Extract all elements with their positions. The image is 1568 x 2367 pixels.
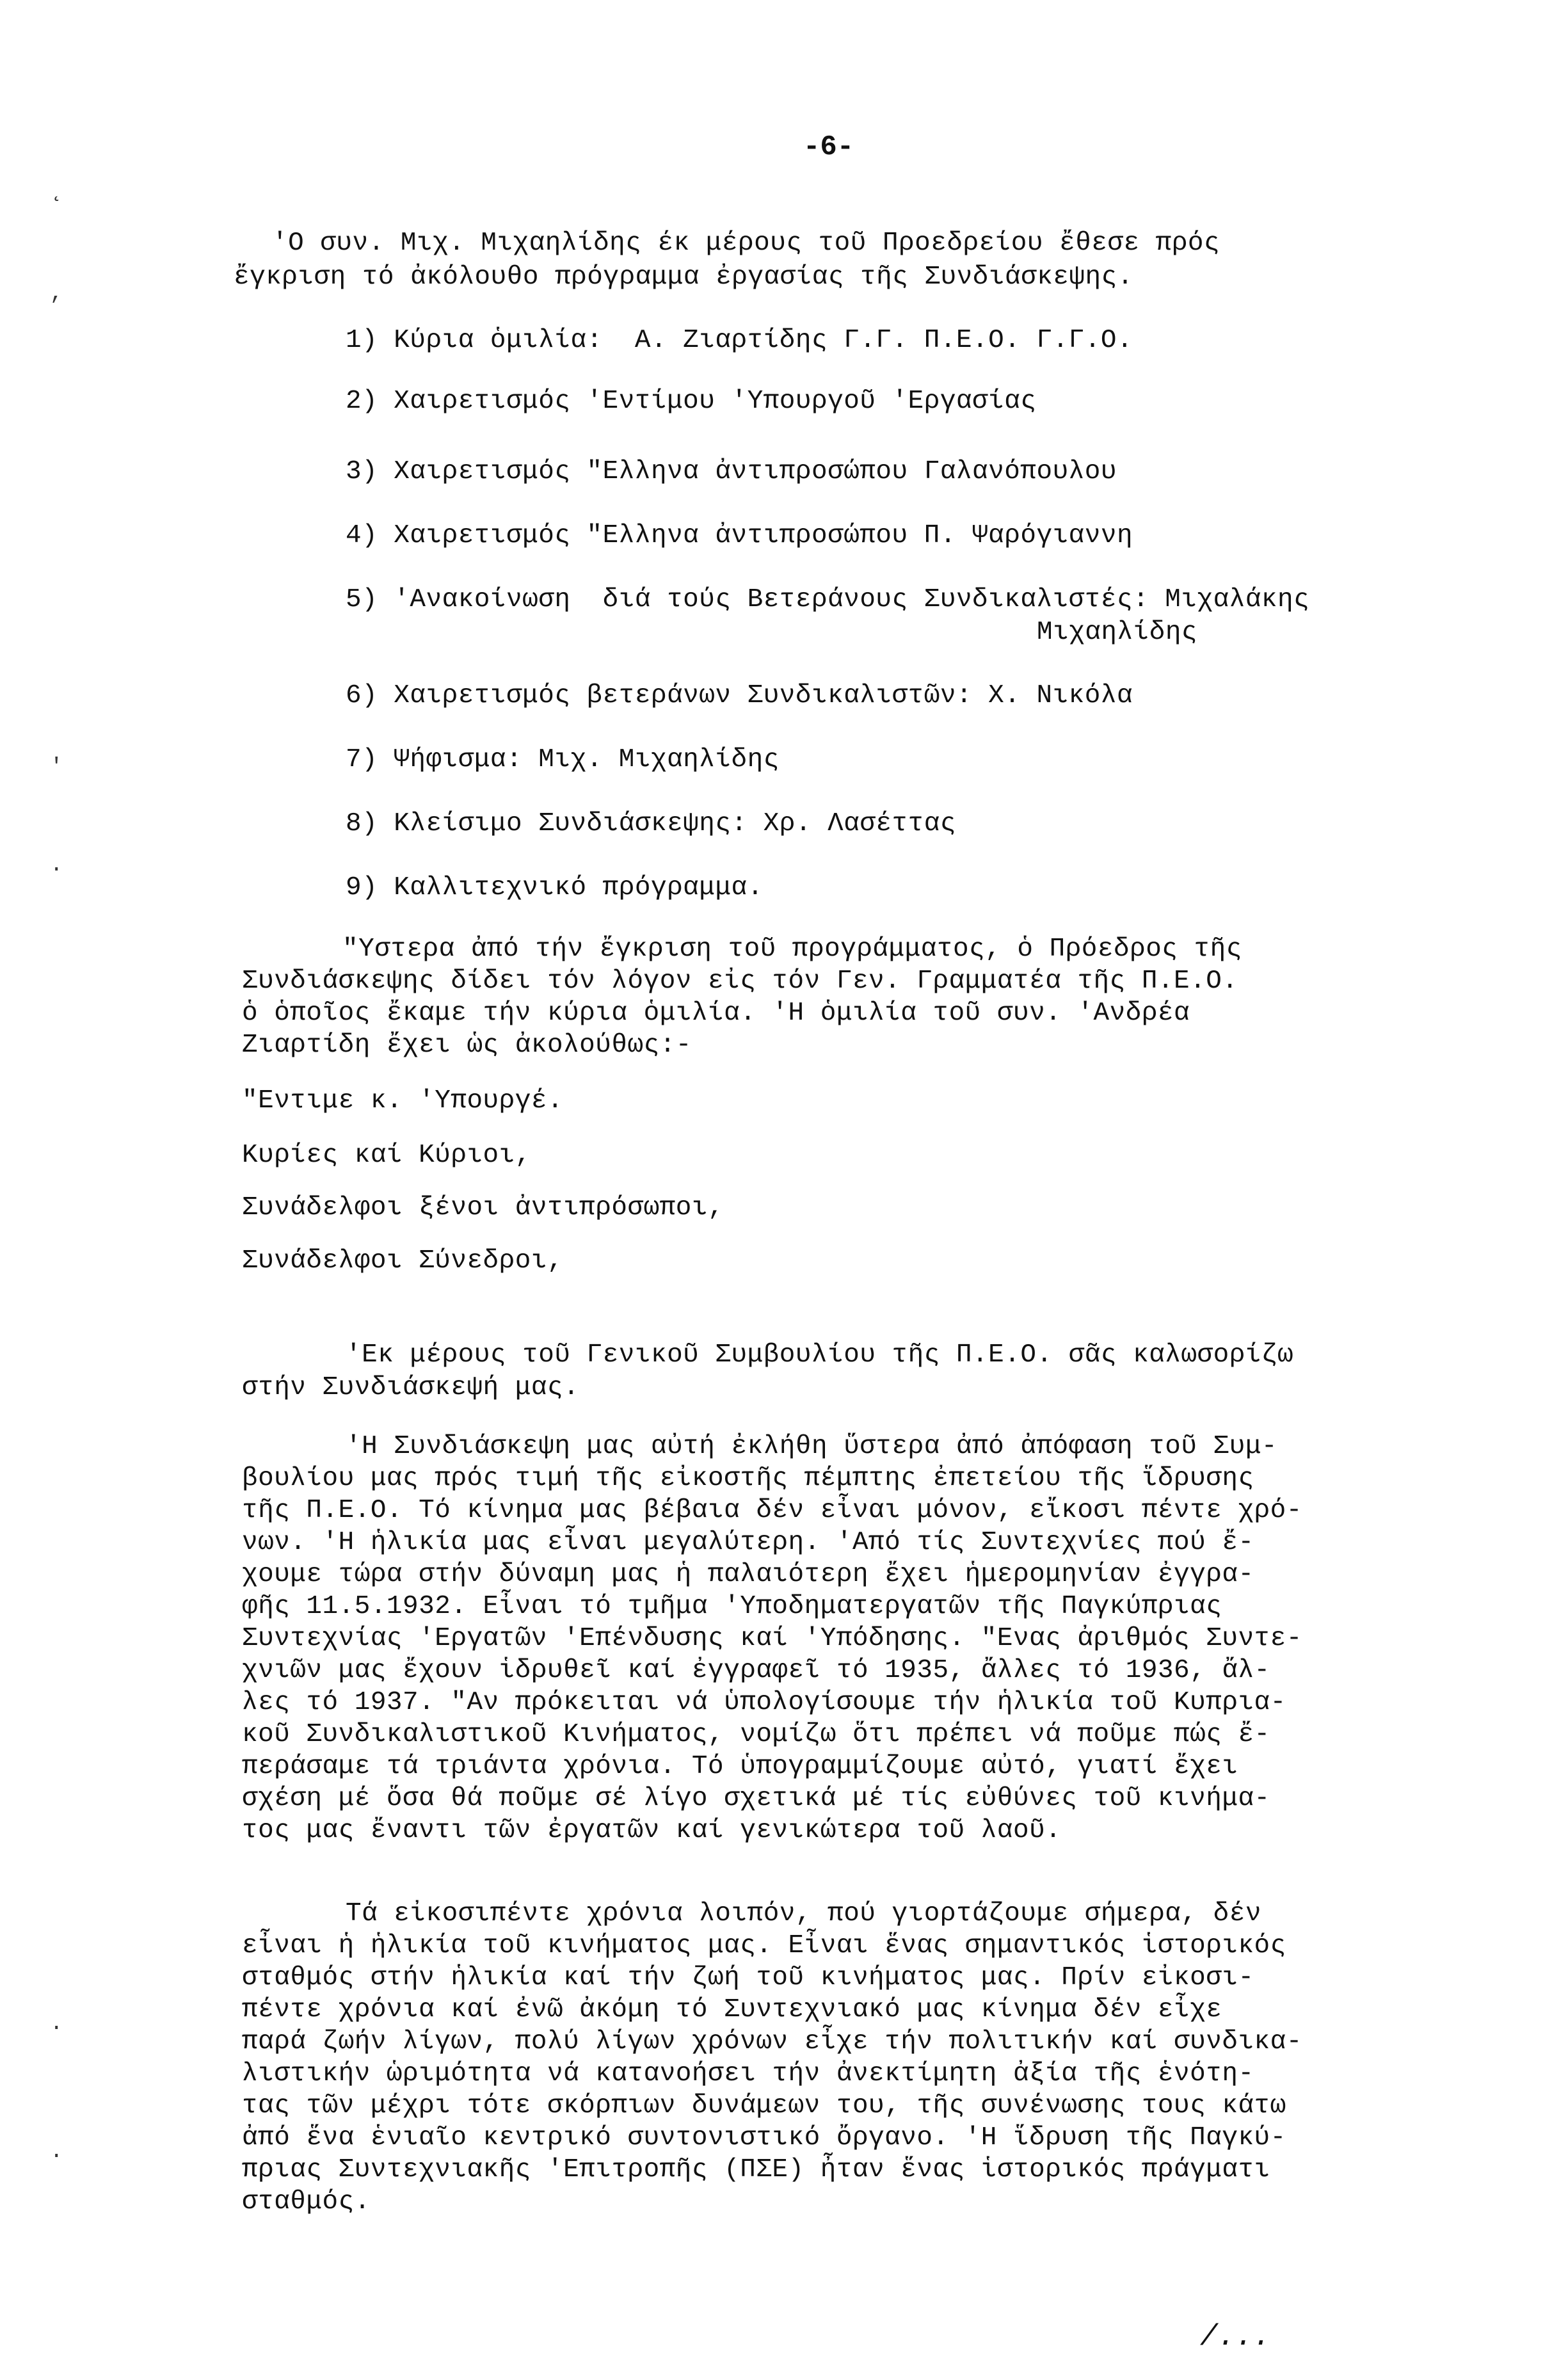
program-item: 8) Κλείσιμο Συνδιάσκεψης: Χρ. Λασέττας xyxy=(346,809,956,838)
welcome-line: 'Εκ μέρους τοῦ Γενικοῦ Συμβουλίου τῆς Π.Ε.Ο. σᾶς καλωσορίζω xyxy=(346,1340,1294,1370)
margin-mark: ˛ xyxy=(50,179,63,204)
program-item: 2) Χαιρετισμός 'Εντίμου 'Υπουργοῦ 'Εργασίας xyxy=(346,387,1037,416)
paragraph-line: ἀπό ἕνα ἑνιαῖο κεντρικό συντονιστικό ὄργανο. 'Η ἵδρυση τῆς Παγκύ- xyxy=(242,2123,1286,2153)
paragraph-line: κοῦ Συνδικαλιστικοῦ Κινήματος, νομίζω ὅτι πρέπει νά ποῦμε πώς ἔ- xyxy=(242,1720,1270,1749)
paragraph-line: πριας Συντεχνιακῆς 'Επιτροπῆς (ΠΣΕ) ἦταν ἕνας ἱστορικός πράγματι xyxy=(242,2155,1270,2185)
salutation: "Εντιμε κ. 'Υπουργέ. xyxy=(242,1086,564,1116)
margin-mark: · xyxy=(50,2016,63,2041)
paragraph-line: χουμε τώρα στήν δύναμη μας ἡ παλαιότερη ἔχει ἡμερομηνίαν ἐγγρα- xyxy=(242,1560,1254,1589)
paragraph-line: νων. 'Η ἡλικία μας εἶναι μεγαλύτερη. 'Από τίς Συντεχνίες πού ἔ- xyxy=(242,1528,1254,1557)
transition-line: Ζιαρτίδη ἔχει ὡς ἀκολούθως:- xyxy=(242,1031,692,1060)
page-number: -6- xyxy=(803,131,854,163)
paragraph-line: λιστικήν ὡριμότητα νά κατανοήσει τήν ἀνεκτίμητη ἀξία τῆς ἑνότη- xyxy=(242,2059,1254,2089)
program-item: 9) Καλλιτεχνικό πρόγραμμα. xyxy=(346,873,764,903)
paragraph-line: λες τό 1937. "Αν πρόκειται νά ὑπολογίσουμε τήν ἡλικία τοῦ Κυπρια- xyxy=(242,1688,1286,1717)
margin-mark: ' xyxy=(50,755,63,780)
program-item: 3) Χαιρετισμός "Ελληνα ἀντιπροσώπου Γαλανόπουλου xyxy=(346,457,1117,486)
salutation: Συνάδελφοι ξένοι ἀντιπρόσωποι, xyxy=(242,1193,724,1223)
welcome-line: στήν Συνδιάσκεψή μας. xyxy=(242,1373,580,1402)
intro-line: 'Ο συν. Μιχ. Μιχαηλίδης έκ μέρους τοῦ Προεδρείου ἔθεσε πρός xyxy=(272,229,1220,258)
paragraph-line: πέντε χρόνια καί ἐνῶ ἀκόμη τό Συντεχνιακό μας κίνημα δέν εἶχε xyxy=(242,1995,1222,2025)
intro-line: ἔγκριση τό ἀκόλουθο πρόγραμμα ἐργασίας τῆς Συνδιάσκεψης. xyxy=(234,262,1133,292)
program-item: 1) Κύρια ὁμιλία: Α. Ζιαρτίδης Γ.Γ. Π.Ε.Ο. Γ.Γ.Ο. xyxy=(346,326,1133,355)
paragraph-line: σταθμός στήν ἡλικία καί τήν ζωή τοῦ κινήματος μας. Πρίν εἰκοσι- xyxy=(242,1963,1254,1993)
program-item: 4) Χαιρετισμός "Ελληνα ἀντιπροσώπου Π. Ψαρόγιαννη xyxy=(346,521,1133,550)
paragraph-line: περάσαμε τά τριάντα χρόνια. Τό ὑπογραμμίζουμε αὐτό, γιατί ἔχει xyxy=(242,1752,1238,1781)
continuation-mark: /... xyxy=(1200,2320,1271,2354)
program-item: 6) Χαιρετισμός βετεράνων Συνδικαλιστῶν: Χ. Νικόλα xyxy=(346,681,1133,710)
paragraph-line: σχέση μέ ὅσα θά ποῦμε σέ λίγο σχετικά μέ τίς εὐθύνες τοῦ κινήμα- xyxy=(242,1784,1270,1813)
margin-mark: , xyxy=(50,282,63,306)
program-item: 7) Ψήφισμα: Μιχ. Μιχαηλίδης xyxy=(346,745,780,774)
transition-line: "Υστερα ἀπό τήν ἔγκριση τοῦ προγράμματος, ὁ Πρόεδρος τῆς xyxy=(342,935,1242,964)
paragraph-line: Τά εἰκοσιπέντε χρόνια λοιπόν, πού γιορτάζουμε σήμερα, δέν xyxy=(346,1899,1261,1929)
paragraph-line: 'Η Συνδιάσκεψη μας αὐτή ἐκλήθη ὕστερα ἀπό ἀπόφαση τοῦ Συμ- xyxy=(346,1432,1278,1461)
program-item: 5) 'Ανακοίνωση διά τούς Βετεράνους Συνδικαλιστές: Μιχαλάκης xyxy=(346,585,1310,614)
paragraph-line: Συντεχνίας 'Εργατῶν 'Επένδυσης καί 'Υπόδησης. "Ενας ἀριθμός Συντε- xyxy=(242,1624,1302,1653)
paragraph-line: τῆς Π.Ε.Ο. Τό κίνημα μας βέβαια δέν εἶναι μόνον, εἴκοσι πέντε χρό- xyxy=(242,1496,1302,1525)
paragraph-line: χνιῶν μας ἔχουν ἱδρυθεῖ καί ἐγγραφεῖ τό 1935, ἄλλες τό 1936, ἄλ- xyxy=(242,1656,1270,1685)
transition-line: ὁ ὁποῖος ἔκαμε τήν κύρια ὁμιλία. 'Η ὁμιλία τοῦ συν. 'Ανδρέα xyxy=(242,999,1190,1028)
paragraph-line: σταθμός. xyxy=(242,2187,371,2217)
paragraph-line: φῆς 11.5.1932. Εἶναι τό τμῆμα 'Υποδηματεργατῶν τῆς Παγκύπριας xyxy=(242,1592,1222,1621)
paragraph-line: τος μας ἔναντι τῶν ἐργατῶν καί γενικώτερα τοῦ λαοῦ. xyxy=(242,1816,1062,1845)
salutation: Συνάδελφοι Σύνεδροι, xyxy=(242,1246,564,1276)
program-item-continuation: Μιχαηλίδης xyxy=(1037,618,1198,647)
transition-line: Συνδιάσκεψης δίδει τόν λόγον εἰς τόν Γεν. Γραμματέα τῆς Π.Ε.Ο. xyxy=(242,967,1238,996)
paragraph-line: παρά ζωήν λίγων, πολύ λίγων χρόνων εἶχε τήν πολιτικήν καί συνδικα- xyxy=(242,2027,1302,2057)
margin-mark: · xyxy=(50,2144,63,2169)
paragraph-line: βουλίου μας πρός τιμή τῆς εἰκοστῆς πέμπτης ἐπετείου τῆς ἵδρυσης xyxy=(242,1464,1254,1493)
paragraph-line: εἶναι ἡ ἡλικία τοῦ κινήματος μας. Εἶναι ἕνας σημαντικός ἱστορικός xyxy=(242,1931,1286,1961)
paragraph-line: τας τῶν μέχρι τότε σκόρπιων δυνάμεων του, τῆς συνένωσης τους κάτω xyxy=(242,2091,1286,2121)
margin-mark: · xyxy=(50,858,63,882)
salutation: Κυρίες καί Κύριοι, xyxy=(242,1141,531,1170)
